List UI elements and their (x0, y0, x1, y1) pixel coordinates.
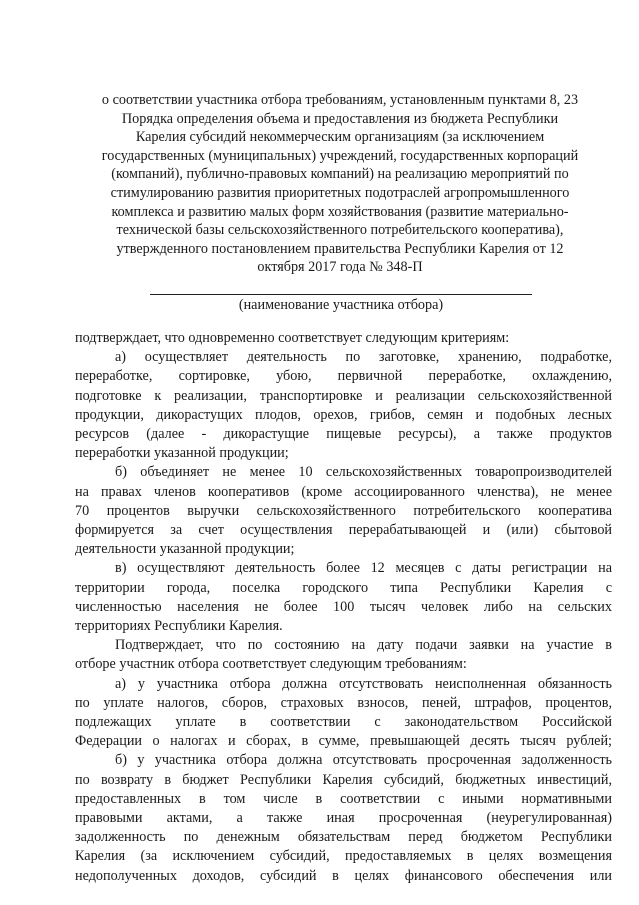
body-line: б) у участника отбора должна отсутствовать просроченная задолженность (115, 752, 612, 769)
body-line: деятельности указанной продукции; (75, 541, 295, 558)
body-line: территории города, поселка городского типа Республики Карелия с (75, 579, 612, 596)
document-heading (60, 91, 620, 277)
body-line: подтверждает, что одновременно соответствует следующим критериям: (75, 330, 510, 346)
body-line: Федерации о налогах и сборах, в сумме, превышающей десять тысяч рублей; (75, 733, 612, 750)
heading-line: утвержденного постановлением правительства Республики Карелия от 12 (116, 240, 564, 257)
body-line: Карелия (за исключением субсидий, предоставляемых в целях возмещения (75, 848, 612, 865)
participant-name-caption: (наименование участника отбора) (238, 297, 444, 313)
heading-line: государственных (муниципальных) учреждений, государственных корпораций (101, 147, 579, 164)
body-line: на правах членов кооперативов (кроме ассоциированного членства), не менее (75, 483, 612, 500)
heading-line: Порядка определения объема и предоставления из бюджета Республики (121, 110, 559, 127)
body-line: подлежащих уплате в соответствии с законодательством Российской (75, 714, 612, 731)
body-line: Подтверждает, что по состоянию на дату подачи заявки на участие в (115, 637, 612, 654)
body-line: задолженность по денежным обязательствам перед бюджетом Республики (75, 829, 612, 846)
participant-name-line (150, 294, 532, 295)
body-line: по возврату в бюджет Республики Карелия субсидий, бюджетных инвестиций, (75, 771, 612, 788)
body-line: 70 процентов выручки сельскохозяйственного потребительского кооператива (75, 502, 612, 519)
heading-line: комплекса и развитию малых форм хозяйствования (развитие материально- (111, 203, 569, 220)
body-line: б) объединяет не менее 10 сельскохозяйственных товаропроизводителей (115, 464, 612, 481)
document-body (75, 329, 612, 886)
heading-line: стимулированию развития приоритетных подотраслей агропромышленного (110, 184, 570, 201)
heading-line: Карелия субсидий некоммерческим организациям (за исключением (135, 129, 545, 146)
body-line: территориях Республики Карелия. (75, 618, 283, 635)
body-line: по уплате налогов, сборов, страховых взносов, пеней, штрафов, процентов, (75, 694, 612, 711)
body-line: отборе участник отбора соответствует следующим требованиям: (75, 656, 467, 673)
body-line: а) осуществляет деятельность по заготовке, хранению, подработке, (115, 349, 612, 366)
body-line: переработке, сортировке, убою, первичной переработке, охлаждению, (75, 368, 612, 385)
body-line: численностью населения не более 100 тысяч человек либо на сельских (75, 598, 612, 615)
body-line: переработки указанной продукции; (75, 445, 289, 462)
heading-line: октября 2017 года № 348-П (257, 259, 423, 276)
body-line: а) у участника отбора должна отсутствовать неисполненная обязанность (115, 675, 612, 692)
body-line: ресурсов (далее - дикорастущие пищевые ресурсы), а также продуктов (75, 426, 612, 443)
body-line: в) осуществляют деятельность более 12 месяцев с даты регистрации на (115, 560, 612, 577)
body-line: подготовке к реализации, транспортировке и реализации сельскохозяйственной (75, 387, 612, 404)
heading-line: о соответствии участника отбора требованиям, установленным пунктами 8, 23 (101, 92, 579, 108)
body-line: продукции, дикорастущих плодов, орехов, грибов, семян и подобных лесных (75, 406, 612, 423)
body-line: правовыми актами, а также иная просроченная (неурегулированная) (75, 810, 612, 827)
heading-line: (компаний), публично-правовых компаний) на реализацию мероприятий по (111, 166, 569, 183)
body-line: предоставленных в том числе в соответствии с иными нормативными (75, 790, 612, 807)
body-line: недополученных доходов, субсидий в целях финансового обеспечения или (75, 867, 612, 884)
heading-line: технической базы сельскохозяйственного потребительского кооператива), (116, 222, 564, 239)
body-line: формируется за счет осуществления перерабатывающей и (или) сбытовой (75, 522, 612, 539)
